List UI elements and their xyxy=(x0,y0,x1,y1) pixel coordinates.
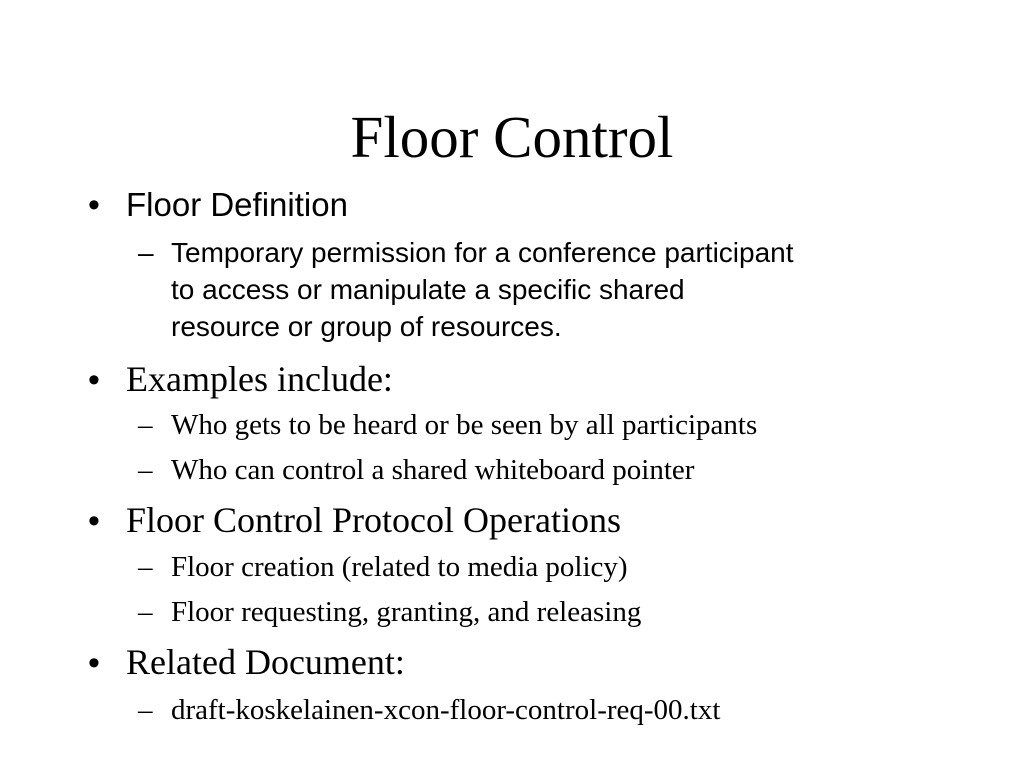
sub-item-text: Who gets to be heard or be seen by all participants xyxy=(171,409,758,441)
bullet-heading: Floor Control Protocol Operations xyxy=(126,500,621,540)
sub-item-floor-creation xyxy=(138,549,628,585)
bullet-heading: Related Document: xyxy=(126,642,405,682)
sub-item-line: resource or group of resources. xyxy=(171,311,562,342)
sub-item-text: Who can control a shared whiteboard pointer xyxy=(171,454,695,486)
dash-icon: – xyxy=(138,237,154,268)
dash-icon: – xyxy=(138,596,153,628)
sub-item-line: Temporary permission for a conference participant xyxy=(171,237,794,268)
dash-icon: – xyxy=(138,551,153,583)
dash-icon: – xyxy=(138,409,153,441)
bullet-icon: • xyxy=(88,644,100,682)
dash-icon: – xyxy=(138,694,153,726)
bullet-related-document xyxy=(88,640,405,692)
dash-icon: – xyxy=(138,454,153,486)
sub-item-whiteboard xyxy=(138,452,694,488)
bullet-floor-definition xyxy=(88,183,348,234)
sub-item-heard-seen xyxy=(138,407,757,443)
bullet-heading: Examples include: xyxy=(126,359,393,399)
sub-item-floor-requesting xyxy=(138,594,641,630)
sub-item-text: Floor requesting, granting, and releasing xyxy=(171,596,642,628)
bullet-examples xyxy=(88,357,393,409)
bullet-icon: • xyxy=(88,186,100,224)
bullet-icon: • xyxy=(88,502,100,540)
slide-title: Floor Control xyxy=(350,104,674,170)
bullet-icon: • xyxy=(88,361,100,399)
sub-item-draft-document xyxy=(138,692,720,728)
sub-item-floor-definition xyxy=(138,234,958,345)
bullet-heading: Floor Definition xyxy=(126,186,348,223)
sub-item-text: draft-koskelainen-xcon-floor-control-req-00.txt xyxy=(171,694,721,726)
bullet-protocol-operations xyxy=(88,498,621,550)
sub-item-line: to access or manipulate a specific shared xyxy=(171,274,685,305)
sub-item-text: Floor creation (related to media policy) xyxy=(171,551,628,583)
